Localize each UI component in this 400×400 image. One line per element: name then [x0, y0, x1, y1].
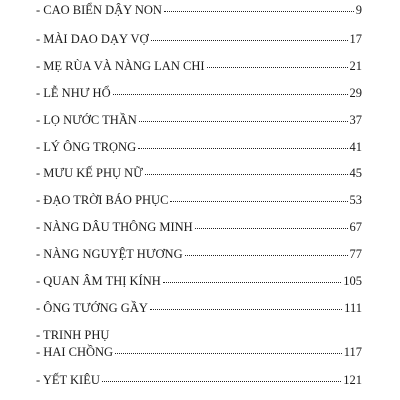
- toc-entry-page: 117: [343, 345, 362, 359]
- toc-entry: [36, 140, 362, 154]
- toc-entry-title-line1: - TRINH PHỤ: [36, 328, 110, 342]
- toc-entry-title: - ÔNG TƯỚNG GẦY: [36, 301, 148, 315]
- dot-leader: [139, 121, 348, 122]
- dot-leader: [113, 94, 348, 95]
- dot-leader: [138, 148, 347, 149]
- toc-entry-title: - ĐẠO TRỜI BÁO PHỤC: [36, 193, 169, 207]
- toc-entry-title: - QUAN ÂM THỊ KÍNH: [36, 274, 161, 288]
- toc-entry-page: 77: [349, 247, 362, 261]
- toc-entry: [36, 345, 362, 359]
- dot-leader: [115, 353, 342, 354]
- toc-entry: [36, 220, 362, 234]
- toc-entry-page: 121: [343, 373, 362, 387]
- dot-leader: [195, 228, 348, 229]
- toc-entry-title: - MẸ RÙA VÀ NÀNG LAN CHI: [36, 59, 205, 73]
- toc-entry-page: 17: [349, 32, 362, 46]
- toc-entry-title-line2: - HAI CHỒNG: [36, 345, 114, 359]
- toc-entry: [36, 373, 362, 387]
- dot-leader: [163, 282, 341, 283]
- toc-entry-title: - LỄ NHƯ HỔ: [36, 86, 111, 100]
- toc-entry-title: - LỌ NƯỚC THẦN: [36, 113, 137, 127]
- toc-entry-page: 21: [349, 59, 362, 73]
- toc-entry-page: 41: [349, 140, 362, 154]
- toc-entry-page: 37: [349, 113, 362, 127]
- toc-entry: [36, 86, 362, 100]
- toc-entry-page: 29: [349, 86, 362, 100]
- toc-entry: [36, 274, 362, 288]
- toc-entry-title: - MƯU KẾ PHỤ NỮ: [36, 166, 143, 180]
- toc-entry-page: 105: [343, 274, 362, 288]
- dot-leader: [207, 67, 348, 68]
- dot-leader: [102, 381, 341, 382]
- toc-entry: [36, 32, 362, 46]
- toc-entry-page: 53: [349, 193, 362, 207]
- toc-entry-title: - MÀI DAO DẠY VỢ: [36, 32, 149, 46]
- toc-entry-title: - YẾT KIÊU: [36, 373, 100, 387]
- toc-entry-page: 111: [344, 301, 362, 315]
- toc-entry: [36, 301, 362, 315]
- toc-entry-title: - NÀNG NGUYỆT HƯƠNG: [36, 247, 183, 261]
- dot-leader: [150, 309, 342, 310]
- dot-leader: [170, 201, 347, 202]
- toc-entry: [36, 59, 362, 73]
- toc-entry: [36, 3, 362, 17]
- dot-leader: [145, 174, 348, 175]
- toc-entry-page: 9: [355, 3, 362, 17]
- toc-entry: [36, 166, 362, 180]
- toc-entry: [36, 247, 362, 261]
- toc-entry: [36, 193, 362, 207]
- dot-leader: [151, 40, 348, 41]
- toc-entry-page: 67: [349, 220, 362, 234]
- dot-leader: [164, 11, 354, 12]
- dot-leader: [185, 255, 348, 256]
- toc-entry: [36, 113, 362, 127]
- toc-entry-title: - NÀNG DÂU THÔNG MINH: [36, 220, 193, 234]
- toc-entry-page: 45: [349, 166, 362, 180]
- toc-entry-title: - CAO BIỂN DẬY NON: [36, 3, 162, 17]
- toc-entry-title: - LÝ ÔNG TRỌNG: [36, 140, 137, 154]
